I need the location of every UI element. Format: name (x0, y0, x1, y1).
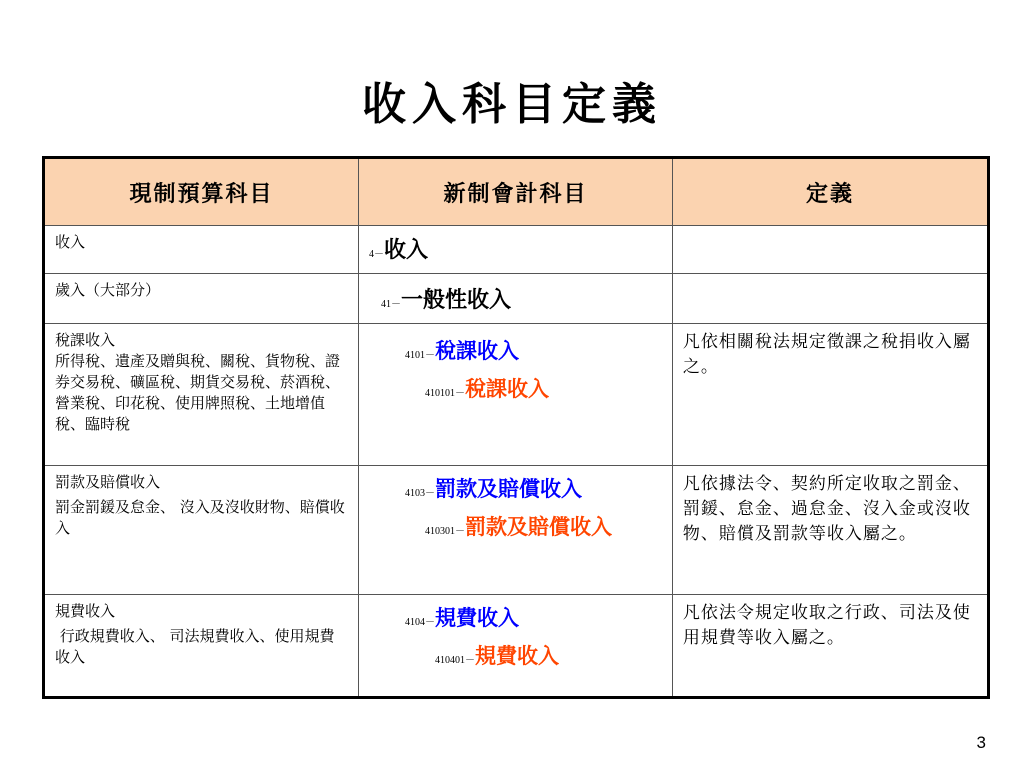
current-category: 罰款及賠償收入 (55, 473, 161, 491)
account-name: 罰款及賠償收入 (465, 514, 612, 539)
slide-title: 收入科目定義 (362, 79, 662, 130)
definition-text: 凡依相關稅法規定徵課之稅捐收入屬之。 (682, 332, 971, 377)
current-budget-cell (44, 324, 359, 466)
table-row (44, 226, 989, 274)
account-code: 41－ (381, 299, 401, 310)
table-row (44, 595, 989, 698)
page-number: 3 (976, 733, 986, 752)
definition-cell (672, 466, 988, 595)
definition-text: 凡依法令規定收取之行政、司法及使用規費等收入屬之。 (682, 603, 971, 648)
current-category: 規費收入 (55, 602, 116, 620)
account-name: 規費收入 (475, 643, 559, 668)
new-account-cell (359, 595, 673, 698)
account-level2 (369, 516, 662, 542)
table-row (44, 274, 989, 324)
current-budget-cell (44, 274, 359, 324)
header-definition: 定義 (672, 158, 988, 226)
account-level2 (369, 645, 662, 671)
header-new-accounting: 新制會計科目 (359, 158, 673, 226)
definition-cell (672, 274, 988, 324)
new-account-cell (359, 226, 673, 274)
account-code: 4101－ (405, 350, 435, 361)
definition-cell (672, 324, 988, 466)
current-category: 稅課收入 (55, 331, 116, 349)
account-name: 收入 (384, 237, 429, 263)
account-level2 (369, 378, 662, 404)
account-name: 稅課收入 (435, 338, 519, 363)
account-code: 410101－ (425, 388, 465, 399)
definition-text: 凡依據法令、契約所定收取之罰金、罰鍰、怠金、過怠金、沒入金或沒收物、賠償及罰款等收入屬之。 (682, 474, 971, 544)
current-budget-cell (44, 466, 359, 595)
account-main (369, 237, 662, 265)
account-code: 410401－ (435, 655, 475, 666)
definition-table (42, 156, 990, 699)
header-current-budget: 現制預算科目 (44, 158, 359, 226)
current-subitems: 罰金罰鍰及怠金、 沒入及沒收財物、賠償收入 (55, 498, 345, 537)
account-code: 4－ (369, 249, 384, 260)
account-name: 罰款及賠償收入 (435, 476, 582, 501)
new-account-cell (359, 274, 673, 324)
definition-cell (672, 595, 988, 698)
account-level1 (369, 340, 662, 366)
account-name: 規費收入 (435, 605, 519, 630)
current-subitems: 所得稅、遺產及贈與稅、關稅、貨物稅、證券交易稅、礦區稅、期貨交易稅、菸酒稅、營業稅、印花稅、使用牌照稅、土地增值稅、臨時稅 (55, 352, 341, 433)
account-name: 一般性收入 (401, 287, 512, 313)
new-account-cell (359, 466, 673, 595)
current-budget-cell (44, 595, 359, 698)
current-category: 收入 (55, 233, 86, 251)
table-row (44, 466, 989, 595)
account-name: 稅課收入 (465, 376, 549, 401)
definition-cell (672, 226, 988, 274)
account-level1 (369, 607, 662, 633)
current-category: 歲入（大部分） (55, 281, 161, 299)
account-code: 4103－ (405, 488, 435, 499)
account-main (369, 287, 662, 315)
account-code: 4104－ (405, 617, 435, 628)
account-level1 (369, 478, 662, 504)
table-row (44, 324, 989, 466)
account-code: 410301－ (425, 526, 465, 537)
table-header-row (44, 158, 989, 226)
current-subitems: 行政規費收入、 司法規費收入、使用規費收入 (55, 627, 335, 666)
new-account-cell (359, 324, 673, 466)
current-budget-cell (44, 226, 359, 274)
